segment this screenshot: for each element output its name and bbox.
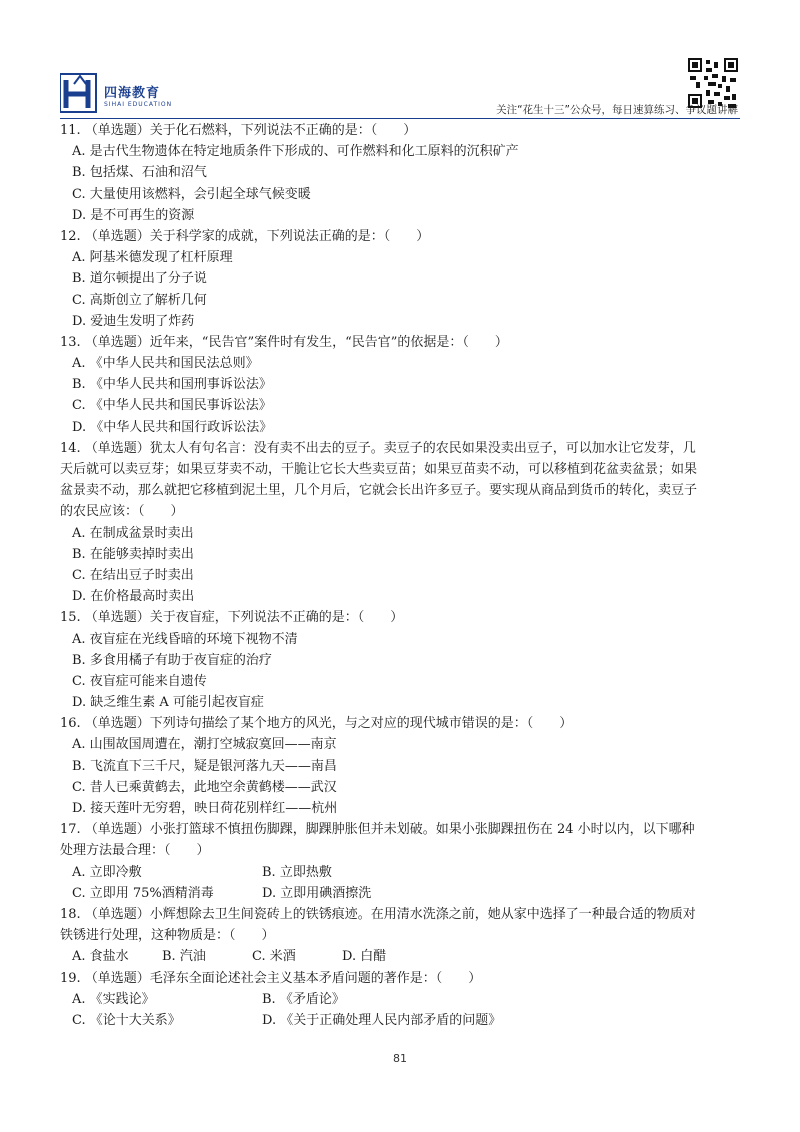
answer-option: D. 白醋: [342, 949, 387, 965]
answer-option: D. 《关于正确处理人民内部矛盾的问题》: [262, 1012, 502, 1028]
answer-option: C. 夜盲症可能来自遗传: [72, 673, 207, 689]
question-stem: 19. （单选题）毛泽东全面论述社会主义基本矛盾问题的著作是：（ ）: [60, 970, 482, 986]
question-stem-line: 14. （单选题）犹太人有句名言：没有卖不出去的豆子。卖豆子的农民如果没卖出豆子，可以加水让它发芽，几: [60, 440, 696, 456]
question-item: [60, 332, 750, 438]
answer-option-row: [60, 862, 750, 883]
answer-option: A. 阿基米德发现了杠杆原理: [72, 250, 233, 266]
question-stem: 12. （单选题）关于科学家的成就，下列说法正确的是：（ ）: [60, 228, 430, 244]
answer-option: D. 《中华人民共和国行政诉讼法》: [72, 419, 273, 435]
answer-option-row: [60, 883, 750, 904]
answer-option: B. 《矛盾论》: [262, 991, 345, 1007]
answer-option: D. 缺乏维生素 A 可能引起夜盲症: [72, 695, 264, 711]
answer-option-row: [60, 989, 750, 1010]
answer-option: C. 在结出豆子时卖出: [72, 567, 194, 583]
answer-option: C. 立即用 75%酒精消毒: [72, 885, 214, 901]
question-stem-line: 的农民应该：（ ）: [60, 504, 184, 520]
answer-option: D. 是不可再生的资源: [72, 207, 195, 223]
answer-option: A. 夜盲症在光线昏暗的环境下视物不清: [72, 631, 298, 647]
question-item: [60, 120, 750, 226]
answer-option: B. 汽油: [162, 949, 206, 965]
answer-option: C. 米酒: [252, 949, 296, 965]
answer-option: B. 在能够卖掉时卖出: [72, 546, 194, 562]
question-stem-line: 17. （单选题）小张打篮球不慎扭伤脚踝，脚踝肿胀但并未划破。如果小张脚踝扭伤在 24 小时以内，以下哪种: [60, 822, 695, 838]
answer-option: A. 在制成盆景时卖出: [72, 525, 194, 541]
logo-subtitle: SIHAI EDUCATION: [104, 101, 173, 108]
question-stem: 15. （单选题）关于夜盲症，下列说法不正确的是：（ ）: [60, 610, 404, 626]
answer-option: D. 接天莲叶无穷碧，映日荷花别样红——杭州: [72, 801, 338, 816]
answer-option: B. 《中华人民共和国刑事诉讼法》: [72, 377, 272, 393]
question-item: [60, 607, 750, 713]
answer-option: C. 《中华人民共和国民事诉讼法》: [72, 398, 272, 414]
question-stem: 11. （单选题）关于化石燃料，下列说法不正确的是：（ ）: [60, 123, 417, 138]
answer-option: D. 立即用碘酒擦洗: [262, 885, 372, 901]
answer-option: D. 在价格最高时卖出: [72, 589, 195, 605]
answer-option-row: [60, 1010, 750, 1031]
qr-code-icon: [688, 58, 738, 108]
question-stem: 13. （单选题）近年来，“民告官”案件时有发生，“民告官”的依据是：（ ）: [60, 334, 508, 350]
question-item: [60, 438, 750, 608]
question-stem-line: 盆景卖不动，那么就把它移植到泥土里，几个月后，它就会长出许多豆子。要实现从商品到货币的转化，卖豆子: [60, 483, 698, 499]
answer-option: A. 山围故国周遭在，潮打空城寂寞回——南京: [72, 737, 337, 753]
answer-option: C. 《论十大关系》: [72, 1012, 181, 1028]
answer-option: B. 包括煤、石油和沼气: [72, 165, 207, 181]
question-item: [60, 713, 750, 819]
answer-option: C. 高斯创立了解析几何: [72, 292, 207, 308]
question-item: [60, 226, 750, 332]
question-stem: 16. （单选题）下列诗句描绘了某个地方的风光，与之对应的现代城市错误的是：（ ）: [60, 716, 573, 732]
question-stem-line: 处理方法最合理：（ ）: [60, 843, 210, 859]
question-item: [60, 968, 750, 1032]
answer-option: C. 昔人已乘黄鹤去，此地空余黄鹤楼——武汉: [72, 779, 337, 795]
answer-option: A. 食盐水: [72, 949, 129, 965]
answer-option: B. 飞流直下三千尺，疑是银河落九天——南昌: [72, 758, 337, 774]
logo-text: [104, 82, 172, 108]
header-slogan: 关注“花生十三”公众号，每日速算练习、争议题讲解: [496, 104, 738, 116]
question-item: [60, 819, 750, 904]
answer-option: C. 大量使用该燃料，会引起全球气候变暖: [72, 186, 311, 202]
answer-option: A. 《实践论》: [72, 991, 155, 1007]
logo-title: 四海教育: [104, 86, 161, 101]
question-list: [60, 120, 750, 1031]
question-stem-line: 天后就可以卖豆芽；如果豆芽卖不动，干脆让它长大些卖豆苗；如果豆苗卖不动，可以移植到花盆卖盆景；如果: [60, 462, 698, 477]
answer-option: B. 道尔顿提出了分子说: [72, 271, 207, 287]
question-stem-line: 18. （单选题）小辉想除去卫生间瓷砖上的铁锈痕迹。在用清水洗涤之前，她从家中选择了一种最合适的物质对: [60, 906, 696, 922]
answer-option: A. 立即冷敷: [72, 864, 142, 880]
answer-option-row: [60, 946, 750, 967]
answer-option: B. 多食用橘子有助于夜盲症的治疗: [72, 652, 272, 668]
answer-option: D. 爱迪生发明了炸药: [72, 313, 195, 329]
question-item: [60, 904, 750, 968]
page-number: 81: [393, 1052, 407, 1065]
header-divider: [60, 118, 740, 119]
answer-option: A. 是古代生物遗体在特定地质条件下形成的、可作燃料和化工原料的沉积矿产: [72, 144, 519, 160]
page-header: [0, 0, 800, 120]
answer-option: A. 《中华人民共和国民法总则》: [72, 356, 259, 372]
question-stem-line: 铁锈进行处理，这种物质是：（ ）: [60, 928, 275, 944]
answer-option: B. 立即热敷: [262, 864, 332, 880]
